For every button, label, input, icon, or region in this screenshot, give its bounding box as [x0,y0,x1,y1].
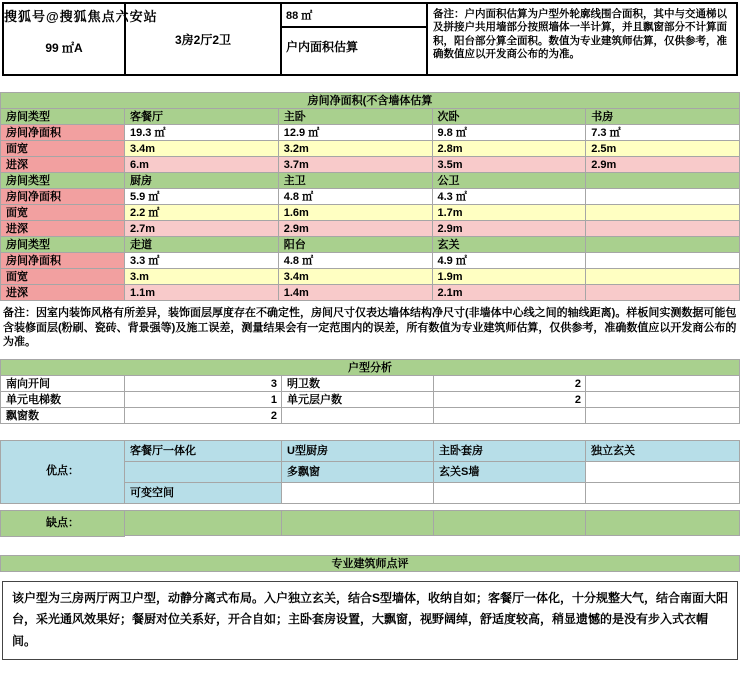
empty-cell [586,376,740,392]
pros-label: 优点： [1,441,125,504]
analysis-value: 2 [434,392,586,408]
analysis-value [434,408,586,424]
cons-cell [125,511,282,536]
room-width-cell: 1.6m [279,205,433,221]
header-note: 备注：户内面积估算为户型外轮廓线围合面积，其中与交通梯以及拼接户共用墙部分按照墙体一半计算，并且飘窗部分不计算面积，阳台部分算全面积。数值为专业建筑师估算，仅供参考，准确数值应以开发商公布的为准。 [426,2,738,76]
pros-cell: U型厨房 [282,441,434,462]
analysis-label: 明卫数 [282,376,434,392]
inner-area-box [280,2,428,76]
architect-review: 该户型为三房两厅两卫户型，动静分离式布局。入户独立玄关，结合S型墙体，收纳自如；客餐厅一体化，十分规整大气，结合南面大阳台，采光通风效果好；餐厨对位关系好，开合自如；主卧套房设置，大飘窗，视野阔绰，舒适度较高，稍显遗憾的是没有步入式衣帽间。 [2,581,738,660]
cons-cell [586,511,740,536]
row-label-room-type: 房间类型 [1,173,125,189]
room-type-cell [586,173,740,189]
cons-cell [434,511,586,536]
room-depth-cell: 2.9m [586,157,740,173]
room-depth-cell: 1.1m [125,285,279,301]
room-width-cell: 2.5m [586,141,740,157]
room-width-cell: 1.7m [433,205,587,221]
inner-area-value: 88 ㎡ [282,4,426,28]
room-type-cell: 主卧 [279,109,433,125]
room-depth-cell: 2.9m [433,221,587,237]
room-type-cell: 阳台 [279,237,433,253]
pros-cell: 多飘窗 [282,462,434,483]
row-label-width: 面宽 [1,141,125,157]
room-width-cell: 3.2m [279,141,433,157]
analysis-value: 2 [125,408,282,424]
analysis-label: 单元电梯数 [1,392,125,408]
room-area-cell: 3.3 ㎡ [125,253,279,269]
inner-area-title: 户内面积估算 [286,40,359,54]
cons-cell [282,511,434,536]
analysis-value: 3 [125,376,282,392]
room-area-cell: 4.9 ㎡ [433,253,587,269]
room-area-cell: 4.3 ㎡ [433,189,587,205]
pros-cell [586,483,740,504]
pros-cell: 主卧套房 [434,441,586,462]
room-width-cell [586,269,740,285]
analysis-title: 户型分析 [1,360,740,376]
empty-cell [586,392,740,408]
room-type-cell: 走道 [125,237,279,253]
room-depth-cell: 3.5m [433,157,587,173]
room-type-cell: 厨房 [125,173,279,189]
pros-cell [434,483,586,504]
room-width-cell: 2.2 ㎡ [125,205,279,221]
analysis-value: 2 [434,376,586,392]
room-type-cell: 书房 [586,109,740,125]
analysis-label: 飘窗数 [1,408,125,424]
cons-label: 缺点： [1,511,125,537]
room-width-cell: 3.m [125,269,279,285]
room-area-cell: 12.9 ㎡ [279,125,433,141]
room-type-cell: 玄关 [433,237,587,253]
room-area-cell: 9.8 ㎡ [433,125,587,141]
room-depth-cell: 2.7m [125,221,279,237]
row-label-net-area: 房间净面积 [1,189,125,205]
room-table [0,92,740,301]
row-label-depth: 进深 [1,157,125,173]
room-width-cell: 2.8m [433,141,587,157]
room-area-cell: 5.9 ㎡ [125,189,279,205]
room-type-cell: 客餐厅 [125,109,279,125]
review-title-bar: 专业建筑师点评 [0,555,740,572]
row-label-net-area: 房间净面积 [1,125,125,141]
room-width-cell: 3.4m [279,269,433,285]
pros-cell [125,462,282,483]
room-depth-cell: 3.7m [279,157,433,173]
row-label-net-area: 房间净面积 [1,253,125,269]
measurement-disclaimer: 备注：因室内装饰风格有所差异，装饰面层厚度存在不确定性，房间尺寸仅表达墙体结构净尺寸(非墙体中心线之间的轴线距离)。样板间实测数据可能包含装修面层(粉刷、瓷砖、背景强等)及施工误差，测量结果会有一定范围内的误差，所有数值为专业建筑师估算，仅供参考，准确数值应以开发商公布的为准。 [3,307,737,349]
room-area-cell [586,253,740,269]
room-area-cell: 7.3 ㎡ [586,125,740,141]
pros-cell [282,483,434,504]
room-area-cell: 4.8 ㎡ [279,253,433,269]
room-depth-cell: 2.1m [433,285,587,301]
row-label-width: 面宽 [1,205,125,221]
room-depth-cell: 1.4m [279,285,433,301]
row-label-room-type: 房间类型 [1,109,125,125]
room-area-cell: 19.3 ㎡ [125,125,279,141]
room-width-cell: 1.9m [433,269,587,285]
analysis-label: 单元层户数 [282,392,434,408]
pros-cell: 独立玄关 [586,441,740,462]
room-depth-cell: 2.9m [279,221,433,237]
room-type-cell: 次卧 [433,109,587,125]
row-label-depth: 进深 [1,221,125,237]
pros-cell: 客餐厅一体化 [125,441,282,462]
room-type-cell: 主卫 [279,173,433,189]
empty-cell [586,408,740,424]
pros-table [0,440,740,504]
analysis-label: 南向开间 [1,376,125,392]
room-depth-cell [586,221,740,237]
room-depth-cell: 6.m [125,157,279,173]
pros-cell: 可变空间 [125,483,282,504]
room-type-cell: 公卫 [433,173,587,189]
pros-cell: 玄关S墙 [434,462,586,483]
room-area-cell: 4.8 ㎡ [279,189,433,205]
analysis-label [282,408,434,424]
room-width-cell [586,205,740,221]
room-table-title: 房间净面积(不含墙体估算 [1,93,740,109]
row-label-depth: 进深 [1,285,125,301]
cons-table [0,510,740,537]
pros-cell [586,462,740,483]
row-label-width: 面宽 [1,269,125,285]
layout-analysis-table [0,359,740,424]
room-area-cell [586,189,740,205]
room-width-cell: 3.4m [125,141,279,157]
room-type-cell [586,237,740,253]
watermark: 搜狐号@搜狐焦点六安站 [4,9,158,24]
analysis-value: 1 [125,392,282,408]
room-depth-cell [586,285,740,301]
row-label-room-type: 房间类型 [1,237,125,253]
unit-area-cell: 99 ㎡A [2,2,126,76]
layout-type-cell: 3房2厅2卫 [124,2,282,76]
